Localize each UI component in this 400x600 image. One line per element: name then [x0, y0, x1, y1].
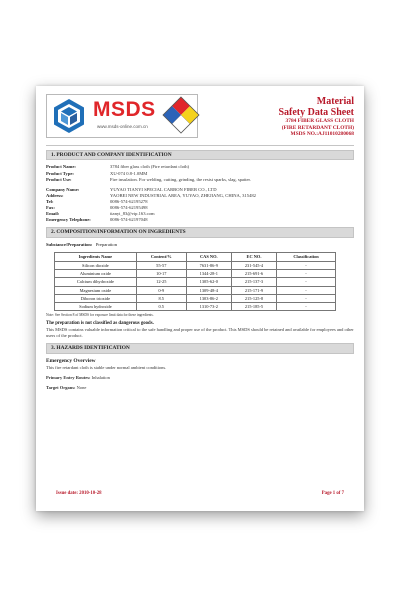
info-label: Emergency Telephone: — [46, 217, 91, 223]
info-label: Fax: — [46, 204, 55, 210]
page-number: Page 1 of 7 — [321, 491, 344, 496]
table-cell: 1303-86-2 — [186, 294, 231, 302]
table-cell: Magnesium oxide — [55, 286, 137, 294]
table-cell: Diboron trioxide — [55, 294, 137, 302]
msds-retention-paragraph: This MSDS contains valuable information critical to the safe handling and proper use of the product. This MSDS should be retained and available for employees and other users of the product. — [46, 327, 354, 339]
table-cell: 215-137-3 — [231, 278, 276, 286]
msds-logo-text: MSDS — [93, 98, 156, 121]
section-3-heading: 3. HAZARDS IDENTIFICATION — [46, 343, 354, 353]
product-title-line2: (FIRE RETARDANT CLOTH) — [281, 124, 354, 131]
header-divider — [46, 145, 354, 146]
info-label: Tel: — [46, 198, 54, 204]
table-cell: Silicon dioxide — [55, 261, 137, 269]
entry-routes-value: Inhalation — [91, 374, 110, 380]
entry-routes-label: Primary Entry Routes: — [46, 374, 91, 380]
table-cell: 55-57 — [136, 261, 186, 269]
table-cell: 10-17 — [136, 269, 186, 277]
table-cell: 1305-62-0 — [186, 278, 231, 286]
table-cell: 7631-86-9 — [186, 261, 231, 269]
site-url: www.msds-online.com.cn — [97, 124, 148, 129]
table-cell: 1309-48-4 — [186, 286, 231, 294]
product-title-line1: 3784 FIBER GLASS CLOTH — [285, 118, 354, 124]
info-value: XU-074 0.8-1.0MM — [110, 170, 148, 176]
substance-value: Preparation — [95, 241, 118, 247]
table-cell: 1344-28-1 — [186, 269, 231, 277]
table-cell: 231-545-4 — [231, 261, 276, 269]
table-cell: Aluminium oxide — [55, 269, 137, 277]
table-cell: - — [277, 261, 336, 269]
info-label: Email: — [46, 211, 60, 217]
emergency-overview-heading: Emergency Overview — [46, 357, 96, 364]
table-row — [55, 286, 336, 294]
table-cell: 215-185-5 — [231, 303, 276, 311]
info-value: YAOBEI NEW INDUSTRIAL AREA, YUYAO, ZHEJIANG, CHINA, 315482 — [110, 192, 256, 198]
title-safety-data-sheet: Safety Data Sheet — [278, 107, 354, 118]
info-label: Product Type: — [46, 170, 74, 176]
info-label: Address: — [46, 192, 64, 198]
table-cell: 0.5 — [136, 303, 186, 311]
table-cell: Calcium dihydroxide — [55, 278, 137, 286]
info-value: YUYAO TIANYI SPECIAL CARBON FIBER CO., LTD — [110, 186, 217, 192]
table-cell: - — [277, 294, 336, 302]
document-footer — [56, 491, 344, 496]
table-cell: 0-9 — [136, 286, 186, 294]
info-row — [46, 217, 354, 223]
column-header: CAS NO. — [186, 252, 231, 261]
info-value: Fire insulation. For welding, cutting, grinding, the resist sparks, slag, spatter. — [110, 176, 251, 182]
title-material: Material — [316, 96, 354, 107]
ingredients-table — [54, 252, 336, 312]
table-header-row — [55, 252, 336, 261]
emergency-overview-text: This fire retardant cloth is stable under normal ambient conditions. — [46, 364, 167, 370]
document-title-block — [278, 96, 354, 138]
column-header: Content/% — [136, 252, 186, 261]
column-header: Classification — [277, 252, 336, 261]
hexagon-logo-icon — [51, 98, 87, 134]
exposure-note: Note: See Section 8 of MSDS for exposure limit data for these ingredients. — [46, 313, 154, 318]
target-organs — [46, 385, 354, 391]
substance-preparation — [46, 242, 354, 248]
target-organs-label: Target Organs: — [46, 384, 76, 390]
table-cell: - — [277, 269, 336, 277]
table-row — [55, 261, 336, 269]
table-cell: 215-125-8 — [231, 294, 276, 302]
info-value: 0086-574-62197048 — [110, 217, 148, 223]
table-row — [55, 278, 336, 286]
table-row — [55, 294, 336, 302]
classification-statement: The preparation is not classified as dangerous goods. — [46, 321, 154, 327]
table-cell: - — [277, 303, 336, 311]
column-header: Ingredients Name — [55, 252, 137, 261]
table-cell: Sodium hydroxide — [55, 303, 137, 311]
table-cell: 8.5 — [136, 294, 186, 302]
column-header: EC NO. — [231, 252, 276, 261]
product-info-list — [46, 164, 354, 182]
table-row — [55, 303, 336, 311]
info-value: 3784 fiber glass cloth (Fire retardant cloth) — [110, 164, 190, 170]
table-cell: 12-25 — [136, 278, 186, 286]
info-label: Product Use: — [46, 176, 72, 182]
section-2-heading: 2. COMPOSITION/INFORMATION ON INGREDIENTS — [46, 227, 354, 237]
company-info-list — [46, 187, 354, 224]
section-1-heading: 1. PRODUCT AND COMPANY IDENTIFICATION — [46, 150, 354, 160]
issue-date: Issue date: 2010-10-28 — [56, 491, 102, 496]
substance-label: Substance/Preparation: — [46, 241, 93, 247]
table-cell: 215-171-9 — [231, 286, 276, 294]
info-label: Company Name: — [46, 186, 80, 192]
table-cell: - — [277, 278, 336, 286]
table-cell: 215-691-6 — [231, 269, 276, 277]
info-label: Product Name: — [46, 164, 76, 170]
table-cell: 1310-73-2 — [186, 303, 231, 311]
document-header — [46, 94, 354, 142]
msds-number: MSDS NO.:AJ11010280068 — [290, 131, 354, 138]
info-value: 0086-574-62195498 — [110, 204, 148, 210]
info-value: tianyi_83@vip.163.com — [110, 211, 155, 217]
nfpa-diamond-icon — [162, 96, 200, 134]
target-organs-value: None — [76, 384, 87, 390]
msds-document-page — [36, 86, 364, 511]
table-cell: - — [277, 286, 336, 294]
table-row — [55, 269, 336, 277]
info-value: 0086-574-62195278 — [110, 198, 148, 204]
